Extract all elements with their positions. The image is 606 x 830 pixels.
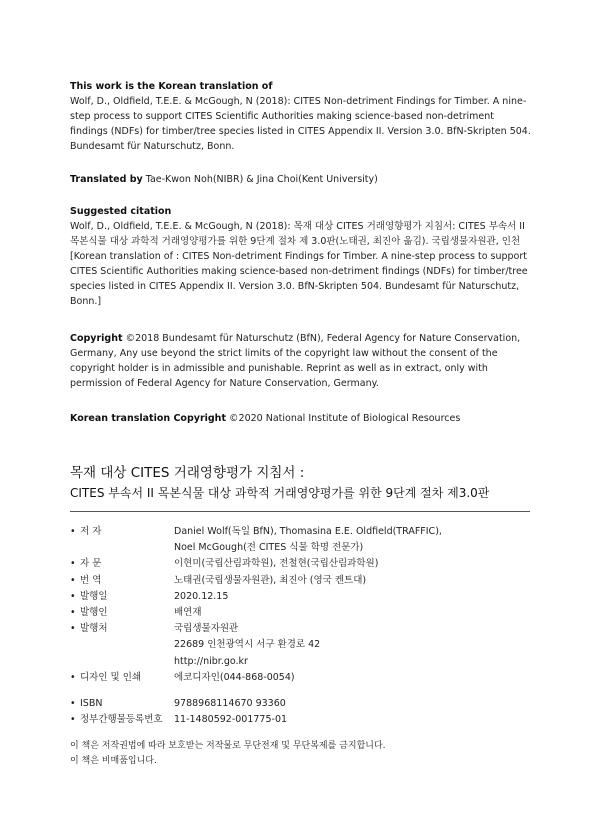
bullet: • bbox=[70, 606, 76, 618]
design-value: 에코디자인(044-868-0054) bbox=[174, 671, 295, 683]
info-row-issuer-address bbox=[70, 637, 540, 653]
citation-section bbox=[70, 204, 532, 309]
advisor-value: 이현미(국립산림과학원), 전철현(국립산림과학원) bbox=[174, 558, 379, 570]
govno-label: 정부간행물등록번호 bbox=[80, 714, 163, 726]
info-row-translator bbox=[70, 573, 540, 589]
intro-section bbox=[70, 79, 532, 154]
issuer-address: 22689 인천광역시 서구 환경로 42 bbox=[174, 639, 321, 651]
author-line1: Daniel Wolf(독일 BfN), Thomasina E.E. Oldfield(TRAFFIC), bbox=[174, 526, 442, 537]
info-row-publisher bbox=[70, 605, 540, 621]
book-subtitle: CITES 부속서 II 목본식물 대상 과학적 거래영양평가를 위한 9단계 절차 제3.0판 bbox=[70, 486, 490, 500]
korean-copyright-text: ©2020 National Institute of Biological Resources bbox=[229, 413, 461, 424]
author-line2: Noel McGough(전 CITES 식물 학명 전문가) bbox=[174, 542, 364, 554]
info-row-govno bbox=[70, 712, 540, 728]
korean-copyright-label: Korean translation Copyright bbox=[70, 413, 226, 424]
notice-line2: 이 책은 비매품입니다. bbox=[70, 756, 157, 766]
design-label: 디자인 및 인쇄 bbox=[80, 671, 142, 683]
info-row-issuer-url bbox=[70, 654, 540, 670]
info-row-advisor bbox=[70, 556, 540, 572]
isbn-label: ISBN bbox=[80, 697, 103, 709]
citation-text: Wolf, D., Oldfield, T.E.E. & McGough, N (2018): 목재 대상 CITES 거래영향평가 지침서: CITES 부속서 II 목본식물 대상 과학적 거래영양평가를 위한 9단계 절차 제 3.0판(노태권, 최진아 옮김). 국립생물자원관, 인천 [Korean translation of : CITES Non-detriment Findings for Timber. A nine-step process to support CITES Scientific Authorities making science-based non-detriment findings (NDFs) for timber/tree species listed in CITES Appendix II. Version 3.0. BfN-Skripten 504. Bundesamt für Naturschutz, Bonn.] bbox=[70, 221, 528, 307]
info-row-design bbox=[70, 670, 540, 686]
info-row-author bbox=[70, 524, 540, 540]
info-row-author-cont bbox=[70, 540, 540, 556]
notice-line1: 이 책은 저작권법에 따라 보호받는 저작물로 무단전재 및 무단복제를 금지합니다. bbox=[70, 741, 386, 751]
book-title: 목재 대상 CITES 거래영향평가 지침서 : bbox=[70, 465, 305, 481]
bullet: • bbox=[70, 590, 76, 602]
author-label: 저 자 bbox=[80, 526, 102, 537]
publication-info bbox=[70, 524, 540, 728]
translated-text: Tae-Kwon Noh(NIBR) & Jina Choi(Kent University) bbox=[145, 174, 378, 185]
bullet: • bbox=[70, 623, 76, 635]
info-row-date bbox=[70, 589, 540, 605]
date-value: 2020.12.15 bbox=[174, 590, 229, 602]
intro-heading: This work is the Korean translation of bbox=[70, 81, 273, 92]
citation-heading: Suggested citation bbox=[70, 206, 172, 217]
bullet: • bbox=[70, 714, 76, 726]
info-row-isbn bbox=[70, 696, 540, 712]
issuer-name: 국립생물자원관 bbox=[174, 623, 239, 635]
translator-label: 번 역 bbox=[80, 574, 102, 586]
korean-copyright-section bbox=[70, 411, 532, 426]
advisor-label: 자 문 bbox=[80, 558, 102, 570]
bullet: • bbox=[70, 558, 76, 570]
bullet: • bbox=[70, 526, 76, 537]
bullet: • bbox=[70, 697, 76, 709]
isbn-value: 9788968114670 93360 bbox=[174, 697, 286, 709]
translated-section bbox=[70, 172, 532, 187]
date-label: 발행일 bbox=[80, 590, 108, 602]
govno-value: 11-1480592-001775-01 bbox=[174, 714, 288, 726]
title-divider bbox=[70, 511, 530, 512]
publisher-value: 배연재 bbox=[174, 606, 202, 618]
copyright-label: Copyright bbox=[70, 333, 123, 344]
bullet: • bbox=[70, 574, 76, 586]
issuer-url: http://nibr.go.kr bbox=[174, 655, 248, 667]
translated-label: Translated by bbox=[70, 174, 143, 185]
info-row-issuer bbox=[70, 621, 540, 637]
copyright-section bbox=[70, 331, 532, 391]
publisher-label: 발행인 bbox=[80, 606, 108, 618]
intro-text: Wolf, D., Oldfield, T.E.E. & McGough, N (2018): CITES Non-detriment Findings for Timber. A nine-step process to support CITES Scientific Authorities making science-based non-detriment findings (NDFs) for timber/tree species listed in CITES Appendix II. Version 3.0. BfN-Skripten 504. Bundesamt für Naturschutz, Bonn. bbox=[70, 96, 531, 152]
issuer-label: 발행처 bbox=[80, 623, 108, 635]
copyright-notice bbox=[70, 739, 386, 769]
translator-value: 노태권(국립생물자원관), 최진아 (영국 켄트대) bbox=[174, 574, 367, 586]
bullet: • bbox=[70, 671, 76, 683]
copyright-text: ©2018 Bundesamt für Naturschutz (BfN), Federal Agency for Nature Conservation, Germany, Any use beyond the strict limits of the copyright law without the consent of the copyright holder is in admissible and punishable. Reprint as well as in extract, only with permission of Federal Agency for Nature Conservation, Germany. bbox=[70, 333, 521, 389]
